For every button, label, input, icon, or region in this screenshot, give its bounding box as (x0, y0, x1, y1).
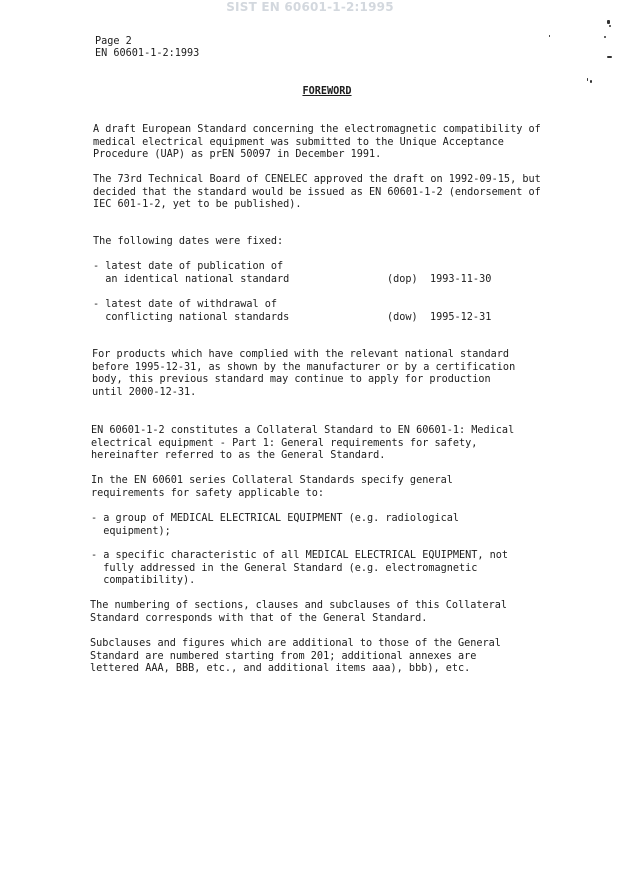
scan-speck (607, 20, 610, 24)
scan-speck (587, 78, 588, 81)
paragraph-line: A draft European Standard concerning the electromagnetic compatibility of (93, 124, 541, 135)
foreword-title: FOREWORD (302, 86, 352, 97)
date-abbr-dow: (dow) (387, 312, 418, 323)
watermark: SIST EN 60601-1-2:1995 (226, 0, 394, 14)
paragraph-line: Subclauses and figures which are additional to those of the General (90, 638, 501, 649)
date-value-dop: 1993-11-30 (430, 274, 492, 285)
scan-speck (549, 35, 550, 37)
paragraph-line: hereinafter referred to as the General Standard. (91, 450, 386, 462)
paragraph-line: The numbering of sections, clauses and subclauses of this Collateral (90, 600, 508, 611)
paragraph-line: compatibility). (91, 575, 196, 587)
scan-speck (604, 36, 606, 38)
dates-intro: The following dates were fixed: (93, 236, 284, 247)
paragraph-line: medical electrical equipment was submitted to the Unique Acceptance (93, 136, 504, 148)
date-item-label: conflicting national standards (93, 312, 290, 323)
paragraph-line: body, this previous standard may continue to apply for production (92, 374, 491, 386)
paragraph-line: equipment); (91, 525, 171, 537)
paragraph-line: - a specific characteristic of all MEDICAL ELECTRICAL EQUIPMENT, not (91, 550, 509, 561)
paragraph-line: before 1995-12-31, as shown by the manufacturer or by a certification (92, 361, 516, 373)
paragraph-line: Procedure (UAP) as prEN 50097 in December 1991. (93, 149, 382, 161)
paragraph-line: requirements for safety applicable to: (91, 487, 325, 499)
paragraph-line: electrical equipment - Part 1: General requirements for safety, (91, 437, 478, 449)
scan-speck (609, 25, 611, 27)
date-abbr-dop: (dop) (387, 274, 418, 285)
paragraph-line: until 2000-12-31. (92, 386, 197, 398)
paragraph-line: IEC 601-1-2, yet to be published). (93, 199, 302, 211)
paragraph-line: In the EN 60601 series Collateral Standards specify general (91, 475, 453, 486)
scan-speck (590, 80, 592, 83)
paragraph-line: The 73rd Technical Board of CENELEC approved the draft on 1992-09-15, but (93, 174, 541, 185)
paragraph-line: For products which have complied with the relevant national standard (92, 349, 510, 360)
paragraph-line: Standard corresponds with that of the General Standard. (90, 612, 428, 624)
paragraph-line: EN 60601-1-2 constitutes a Collateral Standard to EN 60601-1: Medical (91, 425, 515, 436)
document-id: EN 60601-1-2:1993 (95, 48, 200, 59)
date-item-label: - latest date of withdrawal of (93, 299, 278, 310)
paragraph-line: decided that the standard would be issued as EN 60601-1-2 (endorsement of (93, 186, 541, 198)
paragraph-line: fully addressed in the General Standard (e.g. electromagnetic (91, 562, 478, 574)
page-number: Page 2 (95, 36, 132, 47)
paragraph-line: Standard are numbered starting from 201; additional annexes are (90, 650, 477, 662)
scan-speck (607, 56, 612, 58)
paragraph-line: lettered AAA, BBB, etc., and additional items aaa), bbb), etc. (90, 663, 471, 675)
date-value-dow: 1995-12-31 (430, 312, 492, 323)
date-item-label: an identical national standard (93, 274, 290, 285)
paragraph-line: - a group of MEDICAL ELECTRICAL EQUIPMENT (e.g. radiological (91, 513, 460, 524)
date-item-label: - latest date of publication of (93, 261, 284, 272)
